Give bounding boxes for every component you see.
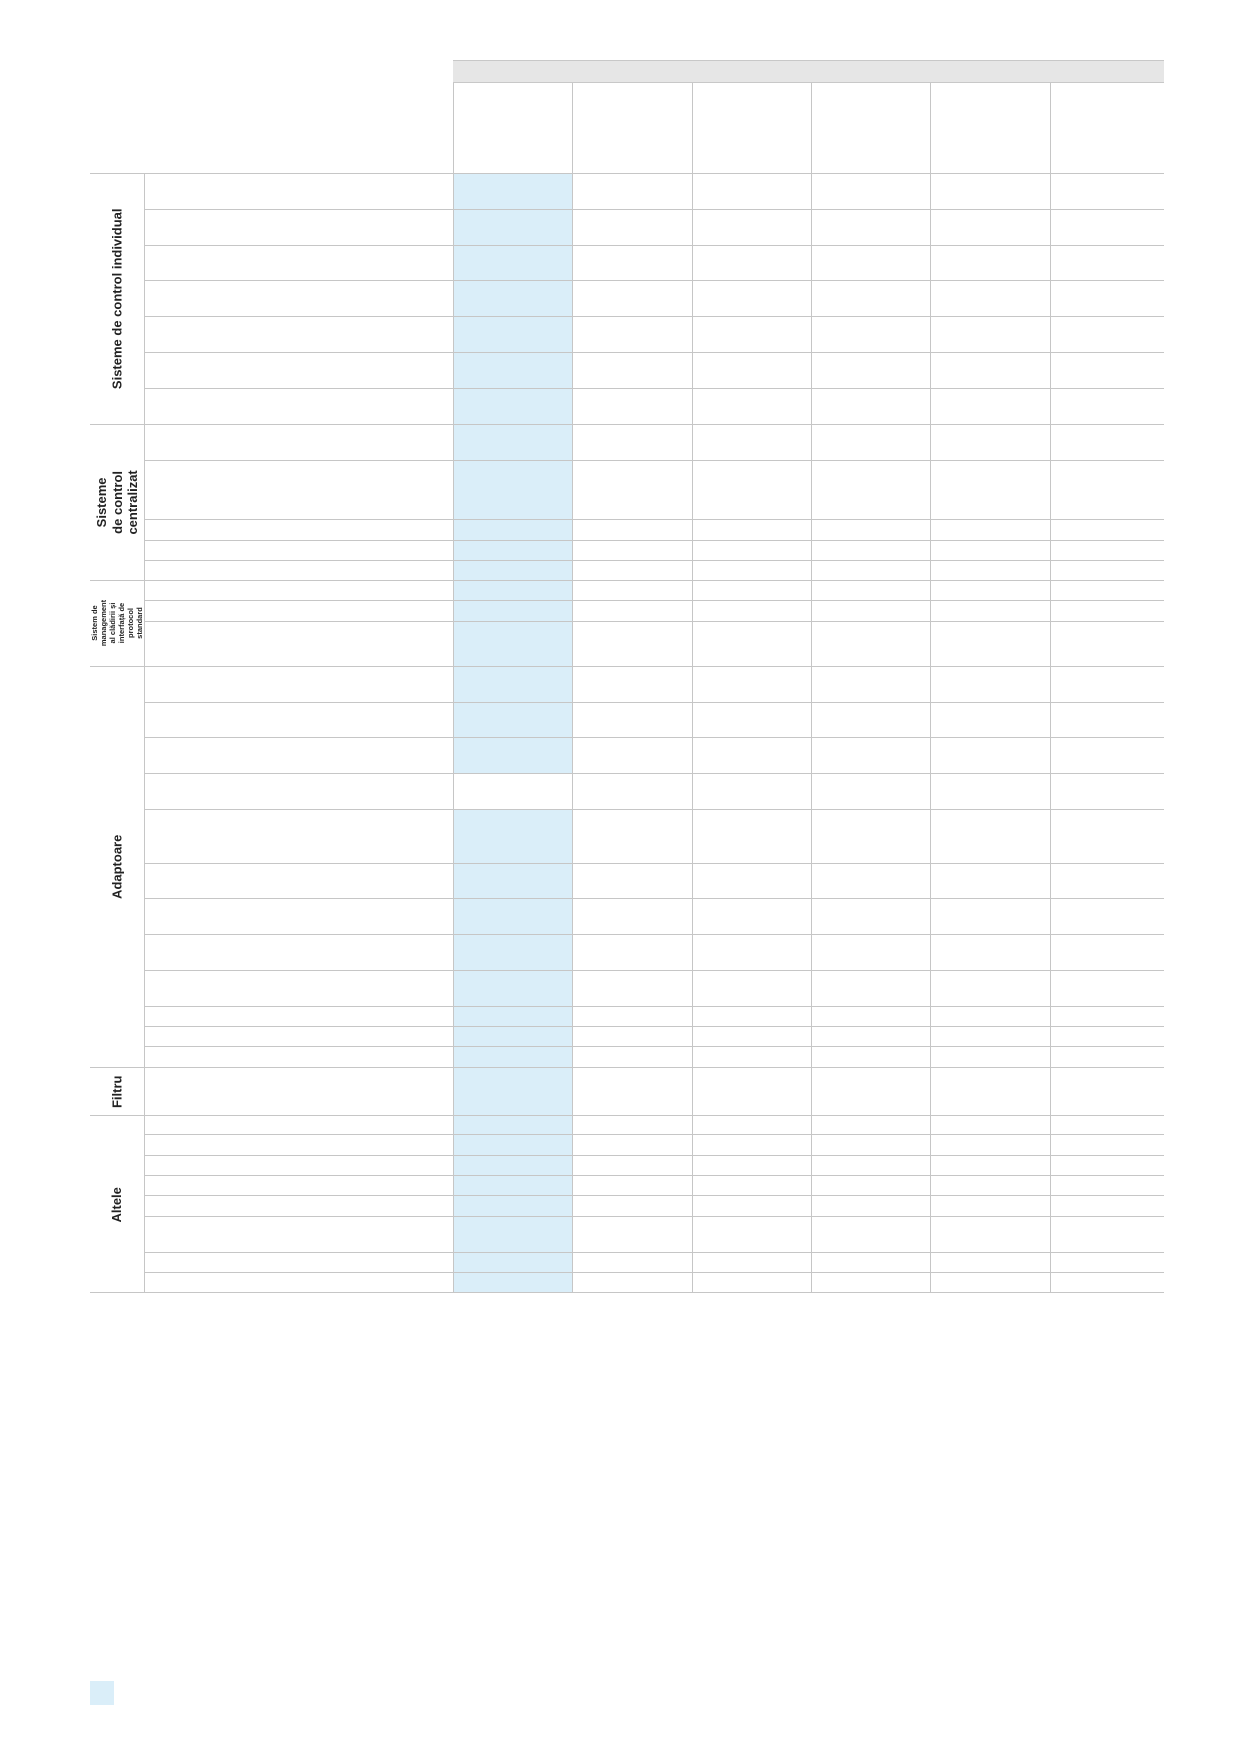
group-label-centralized-inner: Sisteme de control centralizat bbox=[93, 469, 140, 535]
group-label-other bbox=[90, 1116, 144, 1294]
row-divider bbox=[144, 1252, 1164, 1253]
row-divider bbox=[144, 245, 1164, 246]
group-label-bms-text bbox=[90, 596, 144, 650]
row-divider bbox=[144, 1006, 1164, 1007]
row-divider bbox=[144, 1134, 1164, 1135]
group-divider bbox=[90, 580, 1164, 581]
column-divider bbox=[572, 83, 573, 1292]
row-divider bbox=[144, 621, 1164, 622]
row-divider bbox=[144, 773, 1164, 774]
column-divider bbox=[930, 83, 931, 1292]
group-divider bbox=[90, 424, 1164, 425]
column-divider bbox=[811, 83, 812, 1292]
group-label-individual bbox=[90, 174, 144, 424]
row-divider bbox=[144, 1195, 1164, 1196]
row-divider bbox=[144, 460, 1164, 461]
column-divider bbox=[453, 83, 454, 1292]
group-label-bms-inner: Sistem de management al clădirii și interfață de protocol standard bbox=[90, 599, 144, 647]
column-divider bbox=[1050, 83, 1051, 1292]
sublabel-divider bbox=[144, 173, 145, 1292]
row-divider bbox=[144, 209, 1164, 210]
highlight-column-segment bbox=[453, 173, 572, 773]
group-label-filter-text: Filtru bbox=[109, 1075, 125, 1109]
row-divider bbox=[144, 540, 1164, 541]
column-divider bbox=[692, 83, 693, 1292]
row-divider bbox=[144, 352, 1164, 353]
row-divider bbox=[144, 898, 1164, 899]
row-divider bbox=[144, 560, 1164, 561]
row-divider bbox=[144, 519, 1164, 520]
table-header-band bbox=[453, 60, 1164, 83]
row-divider bbox=[144, 388, 1164, 389]
group-label-filter bbox=[90, 1068, 144, 1116]
group-label-individual-text: Sisteme de control individual bbox=[109, 208, 125, 390]
row-divider bbox=[144, 1175, 1164, 1176]
group-divider bbox=[90, 666, 1164, 667]
group-label-centralized-text bbox=[94, 470, 141, 534]
group-divider bbox=[90, 1115, 1164, 1116]
row-divider bbox=[144, 316, 1164, 317]
row-divider bbox=[144, 863, 1164, 864]
row-divider bbox=[144, 1026, 1164, 1027]
group-divider bbox=[90, 173, 1164, 174]
group-divider bbox=[90, 1067, 1164, 1068]
row-divider bbox=[144, 702, 1164, 703]
group-label-adapters-text: Adaptoare bbox=[109, 834, 125, 900]
row-divider bbox=[144, 1216, 1164, 1217]
row-divider bbox=[144, 934, 1164, 935]
row-divider bbox=[144, 1272, 1164, 1273]
group-label-adapters bbox=[90, 666, 144, 1068]
row-divider bbox=[144, 1046, 1164, 1047]
row-divider bbox=[144, 1155, 1164, 1156]
group-label-other-text: Altele bbox=[109, 1187, 125, 1223]
group-divider bbox=[90, 1292, 1164, 1293]
row-divider bbox=[144, 600, 1164, 601]
row-divider bbox=[144, 737, 1164, 738]
legend-swatch bbox=[90, 1681, 114, 1705]
group-label-centralized bbox=[90, 424, 144, 580]
group-label-bms bbox=[90, 580, 144, 666]
row-divider bbox=[144, 970, 1164, 971]
row-divider bbox=[144, 809, 1164, 810]
highlight-column-segment bbox=[453, 809, 572, 1292]
row-divider bbox=[144, 280, 1164, 281]
